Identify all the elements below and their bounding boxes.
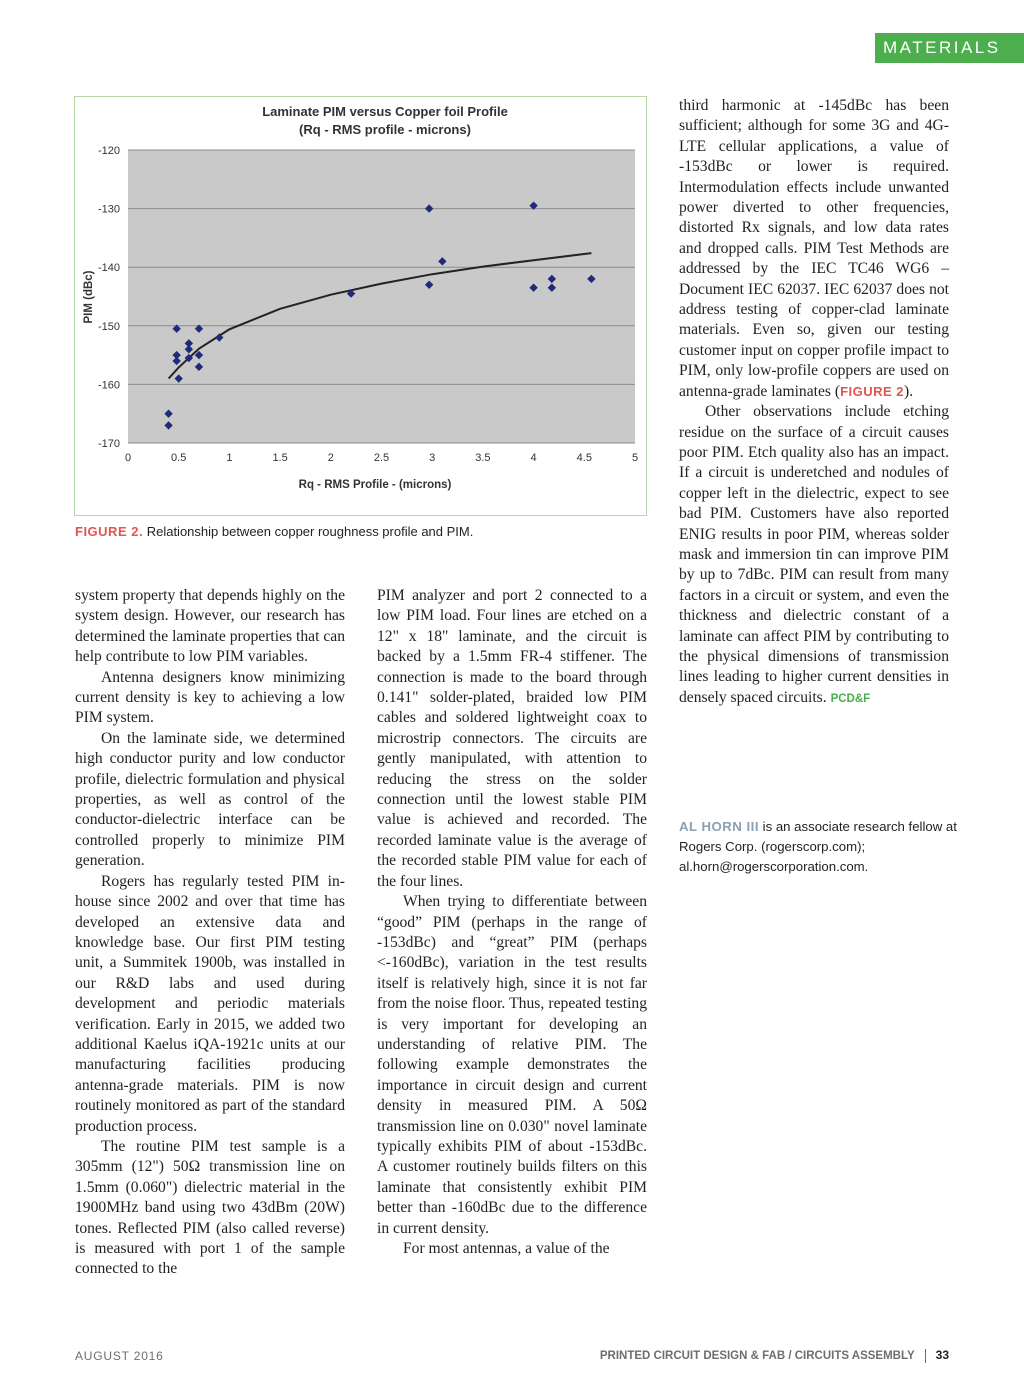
paragraph-text: Other observations include etching residue on the surface of a circuit causes poor PIM. Etch quality also has an impact. If a circuit is underetched and nodules of copper left in the dielectric, expect to see bad PIM. Customers have also reported ENIG results in poor PIM, whereas solder mask and immersion tin can improve PIM by up to 7dBc. PIM can result from many factors in a circuit or system, and even the thickness and dielectric constant of a laminate can affect PIM by contributing to the physical dimensions of transmission lines leading to higher current densities in densely spaced circuits. bbox=[679, 403, 949, 706]
paragraph: Rogers has regularly tested PIM in-house since 2002 and over that time has developed an extensive data and knowledge base. Our first PIM testing unit, a Summitek 1900b, was installed in our R&D labs and used during development and periodic materials verification. Early in 2015, we added two additional Kaelus iQA-1921c units at our manufacturing facilities producing antenna-grade materials. PIM is now routinely monitored as part of the standard production process. bbox=[75, 872, 345, 1135]
x-tick-label: 0 bbox=[124, 452, 132, 464]
chart-ylabel: PIM (dBc) bbox=[83, 270, 95, 324]
author-bio-text: is an associate research fellow at Rogers Corp. (rogerscorp.com); al.horn@rogerscorporation.com. bbox=[679, 819, 957, 874]
x-tick-label: 3 bbox=[429, 452, 436, 464]
paragraph: When trying to differentiate between “good” PIM (perhaps in the range of -153dBc) and “great” PIM (perhaps <-160dBc), variation in the test results itself is relatively high, since it is not far from the noise floor. Thus, repeated testing is very important for developing an understanding of relative PIM. The following example demonstrates the importance in circuit design and current density in measured PIM. A 50Ω transmission line on 0.030" novel laminate typically exhibits PIM of about -153dBc. A customer routinely builds filters on this laminate that consistently exhibit PIM better than -160dBc due to the difference in current density. bbox=[377, 893, 647, 1237]
y-tick-label: -170 bbox=[97, 438, 120, 450]
paragraph bbox=[679, 402, 949, 709]
y-tick-label: -150 bbox=[97, 320, 120, 333]
y-tick-label: -140 bbox=[97, 262, 120, 275]
chart-title-line2: (Rq - RMS profile - microns) bbox=[299, 122, 471, 137]
figure-reference: FIGURE 2 bbox=[840, 383, 905, 399]
text-column-2 bbox=[377, 586, 647, 1259]
footer-date: AUGUST 2016 bbox=[75, 1349, 164, 1363]
paragraph: For most antennas, a value of the bbox=[403, 1240, 610, 1257]
paragraph: The routine PIM test sample is a 305mm (12") 50Ω transmission line on 1.5mm (0.060") dielectric material in the 1900MHz band using two 43dBm (20W) tones. Reflected PIM (also called reverse) is measured with port 1 of the sample connected to the bbox=[75, 1137, 345, 1278]
chart-xlabel: Rq - RMS Profile - (microns) bbox=[298, 479, 452, 491]
x-tick-label: 2.5 bbox=[373, 452, 390, 464]
paragraph-text: third harmonic at -145dBc has been sufficient; although for some 3G and 4G-LTE cellular applications, a value of -153dBc or lower is required. Intermodulation effects include unwanted power diverted to other frequencies, distorted Rx signals, and low data rates and dropped calls. PIM Test Methods are addressed by the IEC TC46 WG6 – Document IEC 62037. IEC 62037 does not address testing of copper-clad laminate materials. Even so, given our testing customer input on copper profile impact to PIM, only low-profile coppers are used on antenna-grade laminates ( bbox=[679, 97, 949, 400]
paragraph-text: ). bbox=[904, 382, 914, 400]
y-tick-label: -160 bbox=[97, 379, 120, 392]
chart-svg bbox=[75, 97, 646, 515]
footer-divider bbox=[925, 1349, 926, 1363]
author-name: AL HORN III bbox=[679, 819, 759, 834]
figure-2-chart bbox=[74, 96, 647, 516]
y-tick-label: -120 bbox=[97, 145, 120, 157]
x-tick-label: 5 bbox=[631, 452, 639, 464]
text-column-3 bbox=[679, 96, 949, 709]
x-tick-label: 3.5 bbox=[475, 452, 491, 464]
paragraph: On the laminate side, we determined high conductor purity and low conductor profile, dielectric formulation and physical properties, as well as control of the conductor-dielectric interface can be controlled properly to minimize PIM generation. bbox=[75, 729, 345, 870]
author-bio bbox=[679, 817, 959, 877]
page-number: 33 bbox=[935, 1348, 949, 1362]
x-tick-label: 1.5 bbox=[272, 452, 288, 464]
publication-name: PRINTED CIRCUIT DESIGN & FAB / CIRCUITS ASSEMBLY bbox=[599, 1350, 915, 1362]
figure-label: FIGURE 2. bbox=[75, 524, 144, 539]
paragraph: system property that depends highly on the system design. However, our research has determined the laminate properties that can help contribute to low PIM variables. bbox=[75, 587, 345, 666]
figure-caption bbox=[75, 524, 645, 539]
x-tick-label: 2 bbox=[327, 452, 334, 464]
section-tab: MATERIALS bbox=[875, 33, 1024, 63]
chart-title-line1: Laminate PIM versus Copper foil Profile bbox=[262, 104, 508, 119]
y-tick-label: -130 bbox=[97, 203, 120, 216]
end-mark: PCD&F bbox=[830, 692, 871, 705]
paragraph: Antenna designers know minimizing current density is key to achieving a low PIM system. bbox=[75, 668, 345, 727]
x-tick-label: 4 bbox=[530, 452, 537, 464]
text-column-1 bbox=[75, 586, 345, 1280]
plot-area bbox=[128, 150, 635, 443]
x-tick-label: 4.5 bbox=[576, 452, 592, 464]
paragraph: PIM analyzer and port 2 connected to a low PIM load. Four lines are etched on a 12" x 18" laminate, and the circuit is backed by a 1.5mm FR-4 stiffener. The connection is made to the board through 0.141" solder-plated, braided low PIM cables and soldered lightweight coax to microstrip connectors. The circuits are gently manipulated, with attention to reducing the stress on the solder connection until the lowest stable PIM value is achieved and recorded. The recorded laminate value is the average of the recorded stable PIM value for each of the four lines. bbox=[377, 587, 647, 890]
x-tick-label: 0.5 bbox=[171, 452, 187, 464]
footer-publication bbox=[600, 1348, 949, 1363]
x-tick-label: 1 bbox=[226, 452, 233, 464]
paragraph bbox=[679, 96, 949, 402]
figure-caption-text: Relationship between copper roughness profile and PIM. bbox=[146, 524, 474, 539]
